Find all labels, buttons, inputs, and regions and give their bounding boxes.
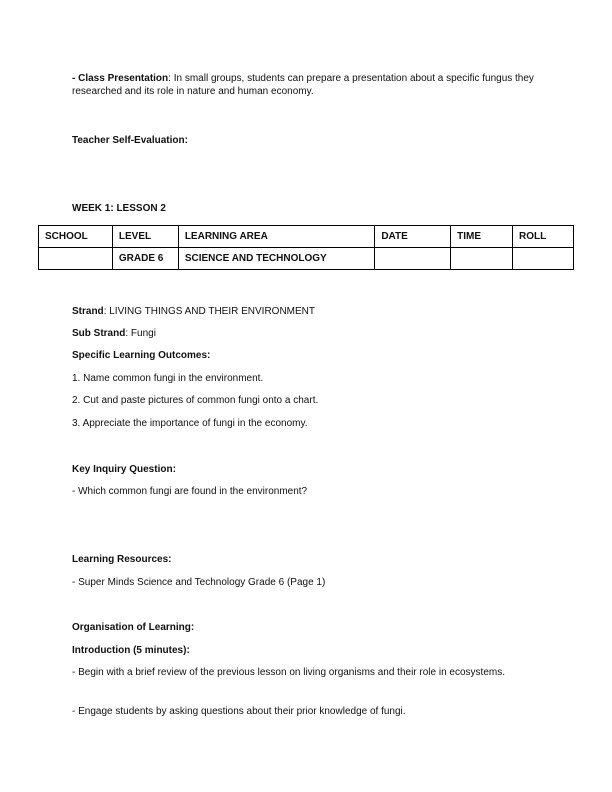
cell-time [451, 248, 513, 270]
resources-item: - Super Minds Science and Technology Grade 6 (Page 1) [72, 577, 326, 588]
cell-level: GRADE 6 [112, 248, 178, 270]
kiq-item: - Which common fungi are found in the environment? [72, 486, 308, 497]
table-row [39, 248, 574, 270]
strand-value: : LIVING THINGS AND THEIR ENVIRONMENT [103, 306, 315, 317]
kiq-heading: Key Inquiry Question: [72, 464, 176, 475]
table-header-row [39, 226, 574, 248]
sub-strand-value: : Fungi [125, 328, 156, 339]
class-presentation-paragraph [72, 72, 540, 98]
slo-item-3: 3. Appreciate the importance of fungi in the economy. [72, 418, 308, 429]
slo-item-1: 1. Name common fungi in the environment. [72, 373, 264, 384]
resources-heading: Learning Resources: [72, 554, 172, 565]
header-date: DATE [375, 226, 451, 248]
sub-strand-line [72, 327, 540, 340]
slo-item-2: 2. Cut and paste pictures of common fungi onto a chart. [72, 395, 319, 406]
sub-strand-label: Sub Strand [72, 328, 126, 339]
cell-learning-area: SCIENCE AND TECHNOLOGY [178, 248, 375, 270]
header-roll: ROLL [513, 226, 574, 248]
slo-heading: Specific Learning Outcomes: [72, 350, 211, 361]
teacher-self-evaluation-heading: Teacher Self-Evaluation: [72, 135, 188, 146]
cell-roll [513, 248, 574, 270]
header-time: TIME [451, 226, 513, 248]
cell-date [375, 248, 451, 270]
introduction-item-1: - Begin with a brief review of the previous lesson on living organisms and their role in ecosystems. [72, 667, 505, 678]
introduction-item-2: - Engage students by asking questions about their prior knowledge of fungi. [72, 706, 406, 717]
strand-line [72, 305, 540, 318]
class-presentation-label: - Class Presentation [72, 73, 169, 84]
introduction-heading: Introduction (5 minutes): [72, 645, 190, 656]
header-school: SCHOOL [39, 226, 113, 248]
class-presentation-text: : In small groups, students can prepare a presentation about a specific fungus they researched and its role in nature and human economy. [72, 73, 534, 97]
strand-label: Strand [72, 306, 104, 317]
week-lesson-heading: WEEK 1: LESSON 2 [72, 203, 166, 214]
organisation-heading: Organisation of Learning: [72, 622, 195, 633]
lesson-info-table [38, 225, 574, 270]
header-learning-area: LEARNING AREA [178, 226, 375, 248]
header-level: LEVEL [112, 226, 178, 248]
cell-school [39, 248, 113, 270]
